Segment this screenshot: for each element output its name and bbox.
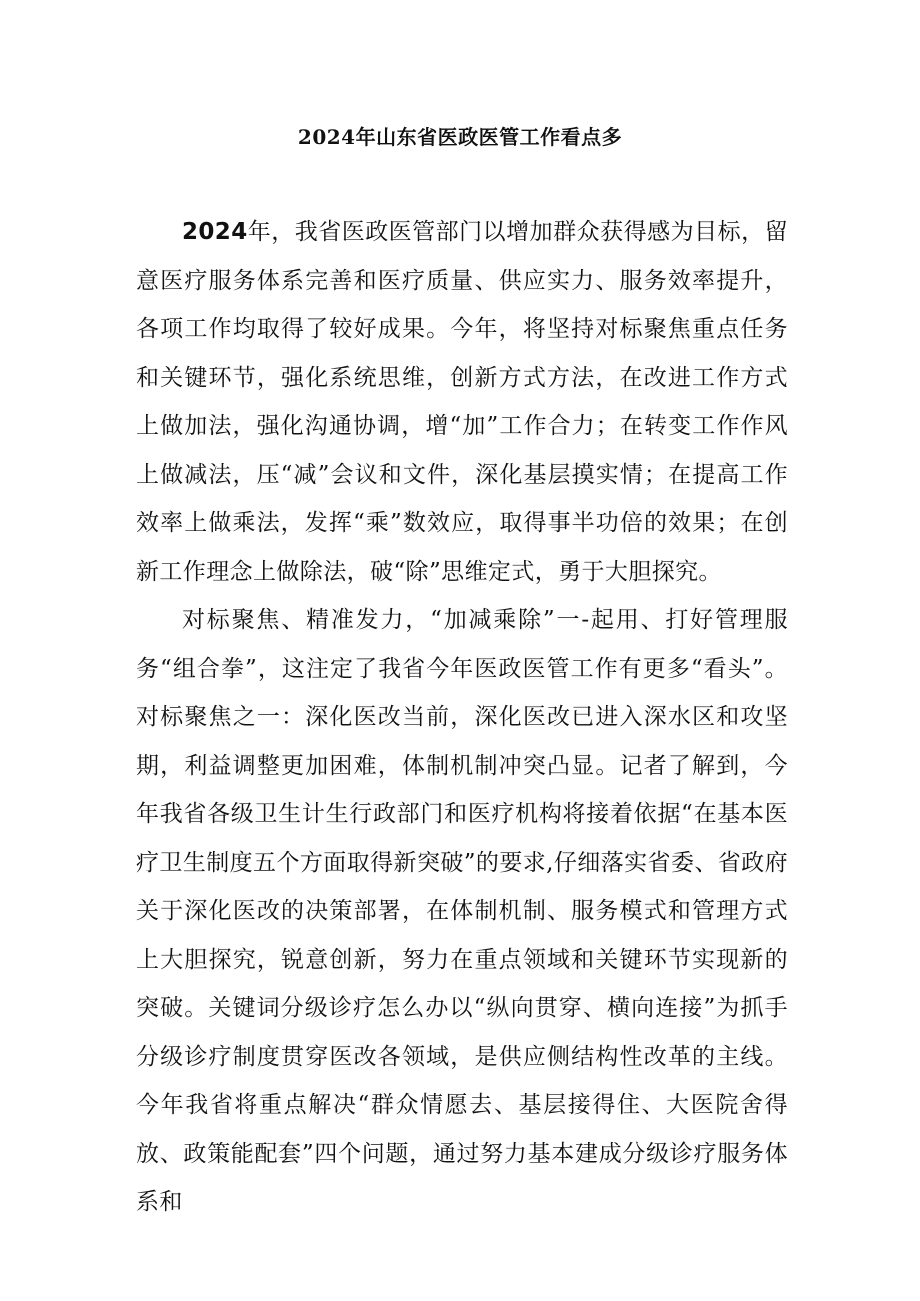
document-body <box>136 208 788 1227</box>
paragraph-2-text: 对标聚焦、精准发力，“加减乘除”一-起用、打好管理服务“组合拳”，这注定了我省今年医政医管工作有更多“看头”。对标聚焦之一：深化医改当前，深化医改已进入深水区和攻坚期，利益调整更加困难，体制机制冲突凸显。记者了解到，今年我省各级卫生计生行政部门和医疗机构将接着依据“在基本医疗卫生制度五个方面取得新突破”的要求,仔细落实省委、省政府关于深化医改的决策部署，在体制机制、服务模式和管理方式上大胆探究，锐意创新，努力在重点领域和关键环节实现新的突破。关键词分级诊疗怎么办以“纵向贯穿、横向连接”为抓手分级诊疗制度贯穿医改各领域，是供应侧结构性改革的主线。今年我省将重点解决“群众情愿去、基层接得住、大医院舍得放、政策能配套”四个问题，通过努力基本建成分级诊疗服务体系和 <box>136 607 788 1215</box>
document-title: 2024年山东省医政医管工作看点多 <box>297 125 623 149</box>
paragraph-1-lead: 2024 <box>182 219 248 245</box>
paragraph-1 <box>136 208 788 596</box>
paragraph-1-text: 年，我省医政医管部门以增加群众获得感为目标，留意医疗服务体系完善和医疗质量、供应实力、服务效率提升，各项工作均取得了较好成果。今年，将坚持对标聚焦重点任务和关键环节，强化系统思维，创新方式方法，在改进工作方式上做加法，强化沟通协调，增“加”工作合力；在转变工作作风上做减法，压“减”会议和文件，深化基层摸实情；在提高工作效率上做乘法，发挥“乘”数效应，取得事半功倍的效果；在创新工作理念上做除法，破“除”思维定式，勇于大胆探究。 <box>136 219 788 585</box>
paragraph-2 <box>136 596 788 1227</box>
